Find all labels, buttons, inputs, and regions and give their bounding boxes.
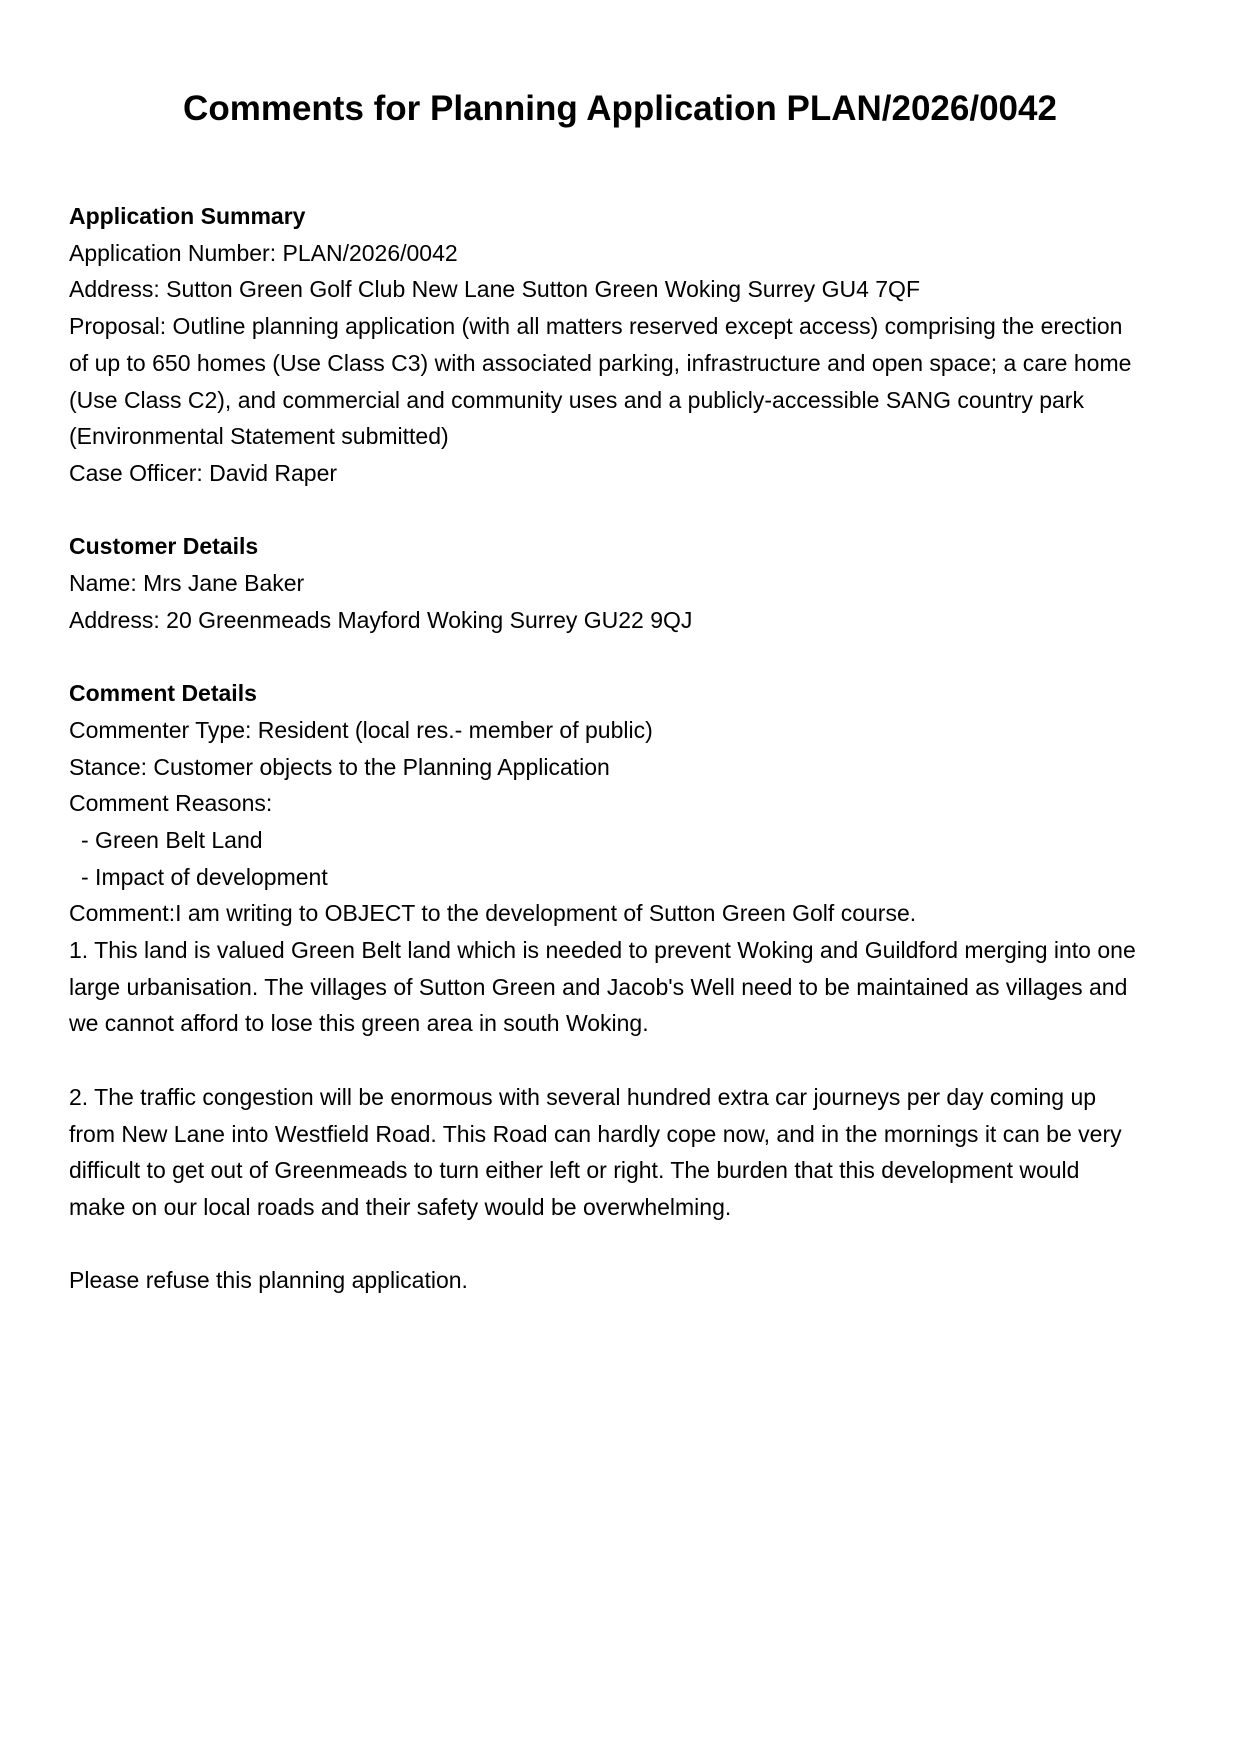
comment-details-heading: Comment Details — [69, 680, 257, 707]
customer-name-line: Name: Mrs Jane Baker — [69, 570, 305, 597]
comment-paragraph-2: 2. The traffic congestion will be enormous with several hundred extra car journeys per day coming up from New Lane into Westfield Road. This Road can hardly cope now, and in the mornings it can be very difficult to get out of Greenmeads to turn either left or right. The burden that this development would make on our local roads and their safety would be overwhelming. — [69, 1083, 1122, 1220]
application-summary-heading: Application Summary — [69, 203, 306, 229]
comment-reasons-label: Comment Reasons: — [69, 790, 273, 817]
commenter-type-line: Commenter Type: Resident (local res.- member of public) — [69, 716, 653, 743]
section-customer-details — [69, 528, 1140, 638]
section-application-summary — [69, 198, 1140, 492]
comment-paragraph-1: 1. This land is valued Green Belt land which is needed to prevent Woking and Guildford merging into one large urbanisation. The villages of Sutton Green and Jacob's Well need to be maintained as villages and we cannot afford to lose this green area in south Woking. — [69, 937, 1136, 1037]
comment-closing-line: Please refuse this planning application. — [69, 1267, 468, 1294]
section-comment-details — [69, 675, 1140, 1299]
case-officer-line: Case Officer: David Raper — [69, 459, 338, 486]
application-address-line: Address: Sutton Green Golf Club New Lane Sutton Green Woking Surrey GU4 7QF — [69, 276, 920, 303]
stance-line: Stance: Customer objects to the Planning Application — [69, 753, 610, 780]
page-title: Comments for Planning Application PLAN/2026/0042 — [183, 89, 1057, 128]
comment-intro-line: Comment:I am writing to OBJECT to the development of Sutton Green Golf course. — [69, 900, 917, 927]
customer-address-line: Address: 20 Greenmeads Mayford Woking Surrey GU22 9QJ — [69, 606, 693, 633]
document-content — [0, 198, 1240, 1299]
application-proposal-line: Proposal: Outline planning application (with all matters reserved except access) comprising the erection of up to 650 homes (Use Class C3) with associated parking, infrastructure and open space; a care home (Use Class C2), and commercial and community uses and a publicly-accessible SANG country park (Environmental Statement submitted) — [69, 313, 1132, 450]
comment-reason-green-belt: - Green Belt Land — [81, 826, 263, 853]
customer-details-heading: Customer Details — [69, 533, 259, 560]
comment-reason-impact: - Impact of development — [81, 863, 328, 890]
application-number-line: Application Number: PLAN/2026/0042 — [69, 239, 458, 266]
